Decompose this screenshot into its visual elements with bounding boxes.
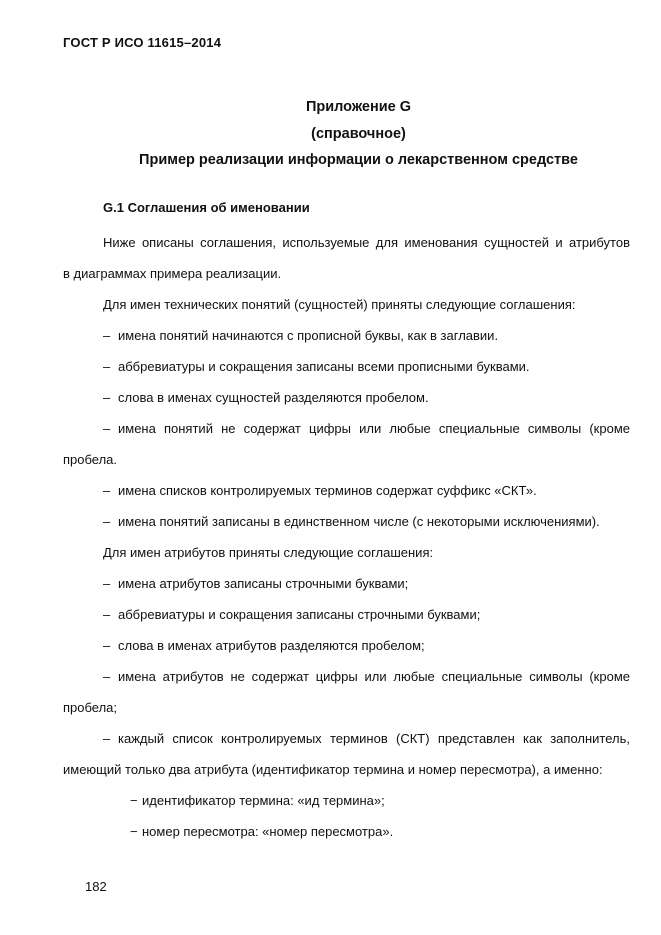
list-item-text: имена атрибутов не содержат цифры или любые специальные символы (кроме bbox=[118, 669, 630, 684]
appendix-label: Приложение G bbox=[305, 99, 412, 115]
list-item-text: аббревиатуры и сокращения записаны всеми прописными буквами. bbox=[118, 359, 530, 374]
list-item bbox=[103, 390, 429, 405]
list-item bbox=[103, 514, 600, 529]
list-dash: – bbox=[103, 607, 111, 622]
paragraph-line: Для имен атрибутов приняты следующие соглашения: bbox=[103, 545, 434, 560]
list-dash: – bbox=[103, 576, 111, 591]
list-item-text: имена списков контролируемых терминов содержат суффикс «СКТ». bbox=[118, 483, 537, 498]
appendix-title: Пример реализации информации о лекарственном средстве bbox=[139, 152, 578, 168]
list-dash: – bbox=[103, 669, 111, 684]
list-dash: – bbox=[103, 483, 111, 498]
list-dash: – bbox=[103, 421, 111, 436]
sub-list-item-text: номер пересмотра: «номер пересмотра». bbox=[142, 824, 394, 839]
list-dash: – bbox=[103, 731, 111, 746]
list-dash: – bbox=[103, 638, 111, 653]
list-item bbox=[103, 483, 537, 498]
paragraph-line: пробела; bbox=[63, 700, 118, 715]
list-item-text: имена понятий начинаются с прописной буквы, как в заглавии. bbox=[118, 328, 499, 343]
standard-header: ГОСТ Р ИСО 11615–2014 bbox=[63, 35, 222, 50]
paragraph-line: Для имен технических понятий (сущностей) приняты следующие соглашения: bbox=[103, 297, 576, 312]
list-dash: – bbox=[103, 359, 111, 374]
section-heading: G.1 Соглашения об именовании bbox=[103, 200, 310, 215]
list-item-text: слова в именах сущностей разделяются пробелом. bbox=[118, 390, 429, 405]
sub-list-dash: − bbox=[130, 824, 138, 839]
paragraph-line: Ниже описаны соглашения, используемые для именования сущностей и атрибутов bbox=[103, 235, 630, 250]
sub-list-dash: − bbox=[130, 793, 138, 808]
sub-list-item-text: идентификатор термина: «ид термина»; bbox=[142, 793, 385, 808]
list-dash: – bbox=[103, 328, 111, 343]
sub-list-item bbox=[130, 824, 393, 839]
list-item-text: слова в именах атрибутов разделяются пробелом; bbox=[118, 638, 425, 653]
list-dash: – bbox=[103, 390, 111, 405]
list-item bbox=[103, 328, 498, 343]
list-item-text: имена атрибутов записаны строчными буквами; bbox=[118, 576, 409, 591]
list-item-text: аббревиатуры и сокращения записаны строчными буквами; bbox=[118, 607, 481, 622]
list-item bbox=[103, 576, 408, 591]
appendix-type: (справочное) bbox=[311, 126, 406, 142]
list-item-text: имена понятий не содержат цифры или любые специальные символы (кроме bbox=[118, 421, 630, 436]
list-dash: – bbox=[103, 514, 111, 529]
list-item-text: имена понятий записаны в единственном числе (с некоторыми исключениями). bbox=[118, 514, 600, 529]
list-item bbox=[103, 638, 425, 653]
list-item bbox=[103, 669, 630, 684]
paragraph-line: пробела. bbox=[63, 452, 118, 467]
paragraph-line: в диаграммах примера реализации. bbox=[63, 266, 282, 281]
list-item-text: каждый список контролируемых терминов (СКТ) представлен как заполнитель, bbox=[118, 731, 630, 746]
list-item bbox=[103, 607, 480, 622]
list-item bbox=[103, 421, 630, 436]
list-item bbox=[103, 731, 630, 746]
page-number: 182 bbox=[85, 879, 107, 894]
list-item bbox=[103, 359, 530, 374]
sub-list-item bbox=[130, 793, 385, 808]
paragraph-line: имеющий только два атрибута (идентификатор термина и номер пересмотра), а именно: bbox=[63, 762, 603, 777]
